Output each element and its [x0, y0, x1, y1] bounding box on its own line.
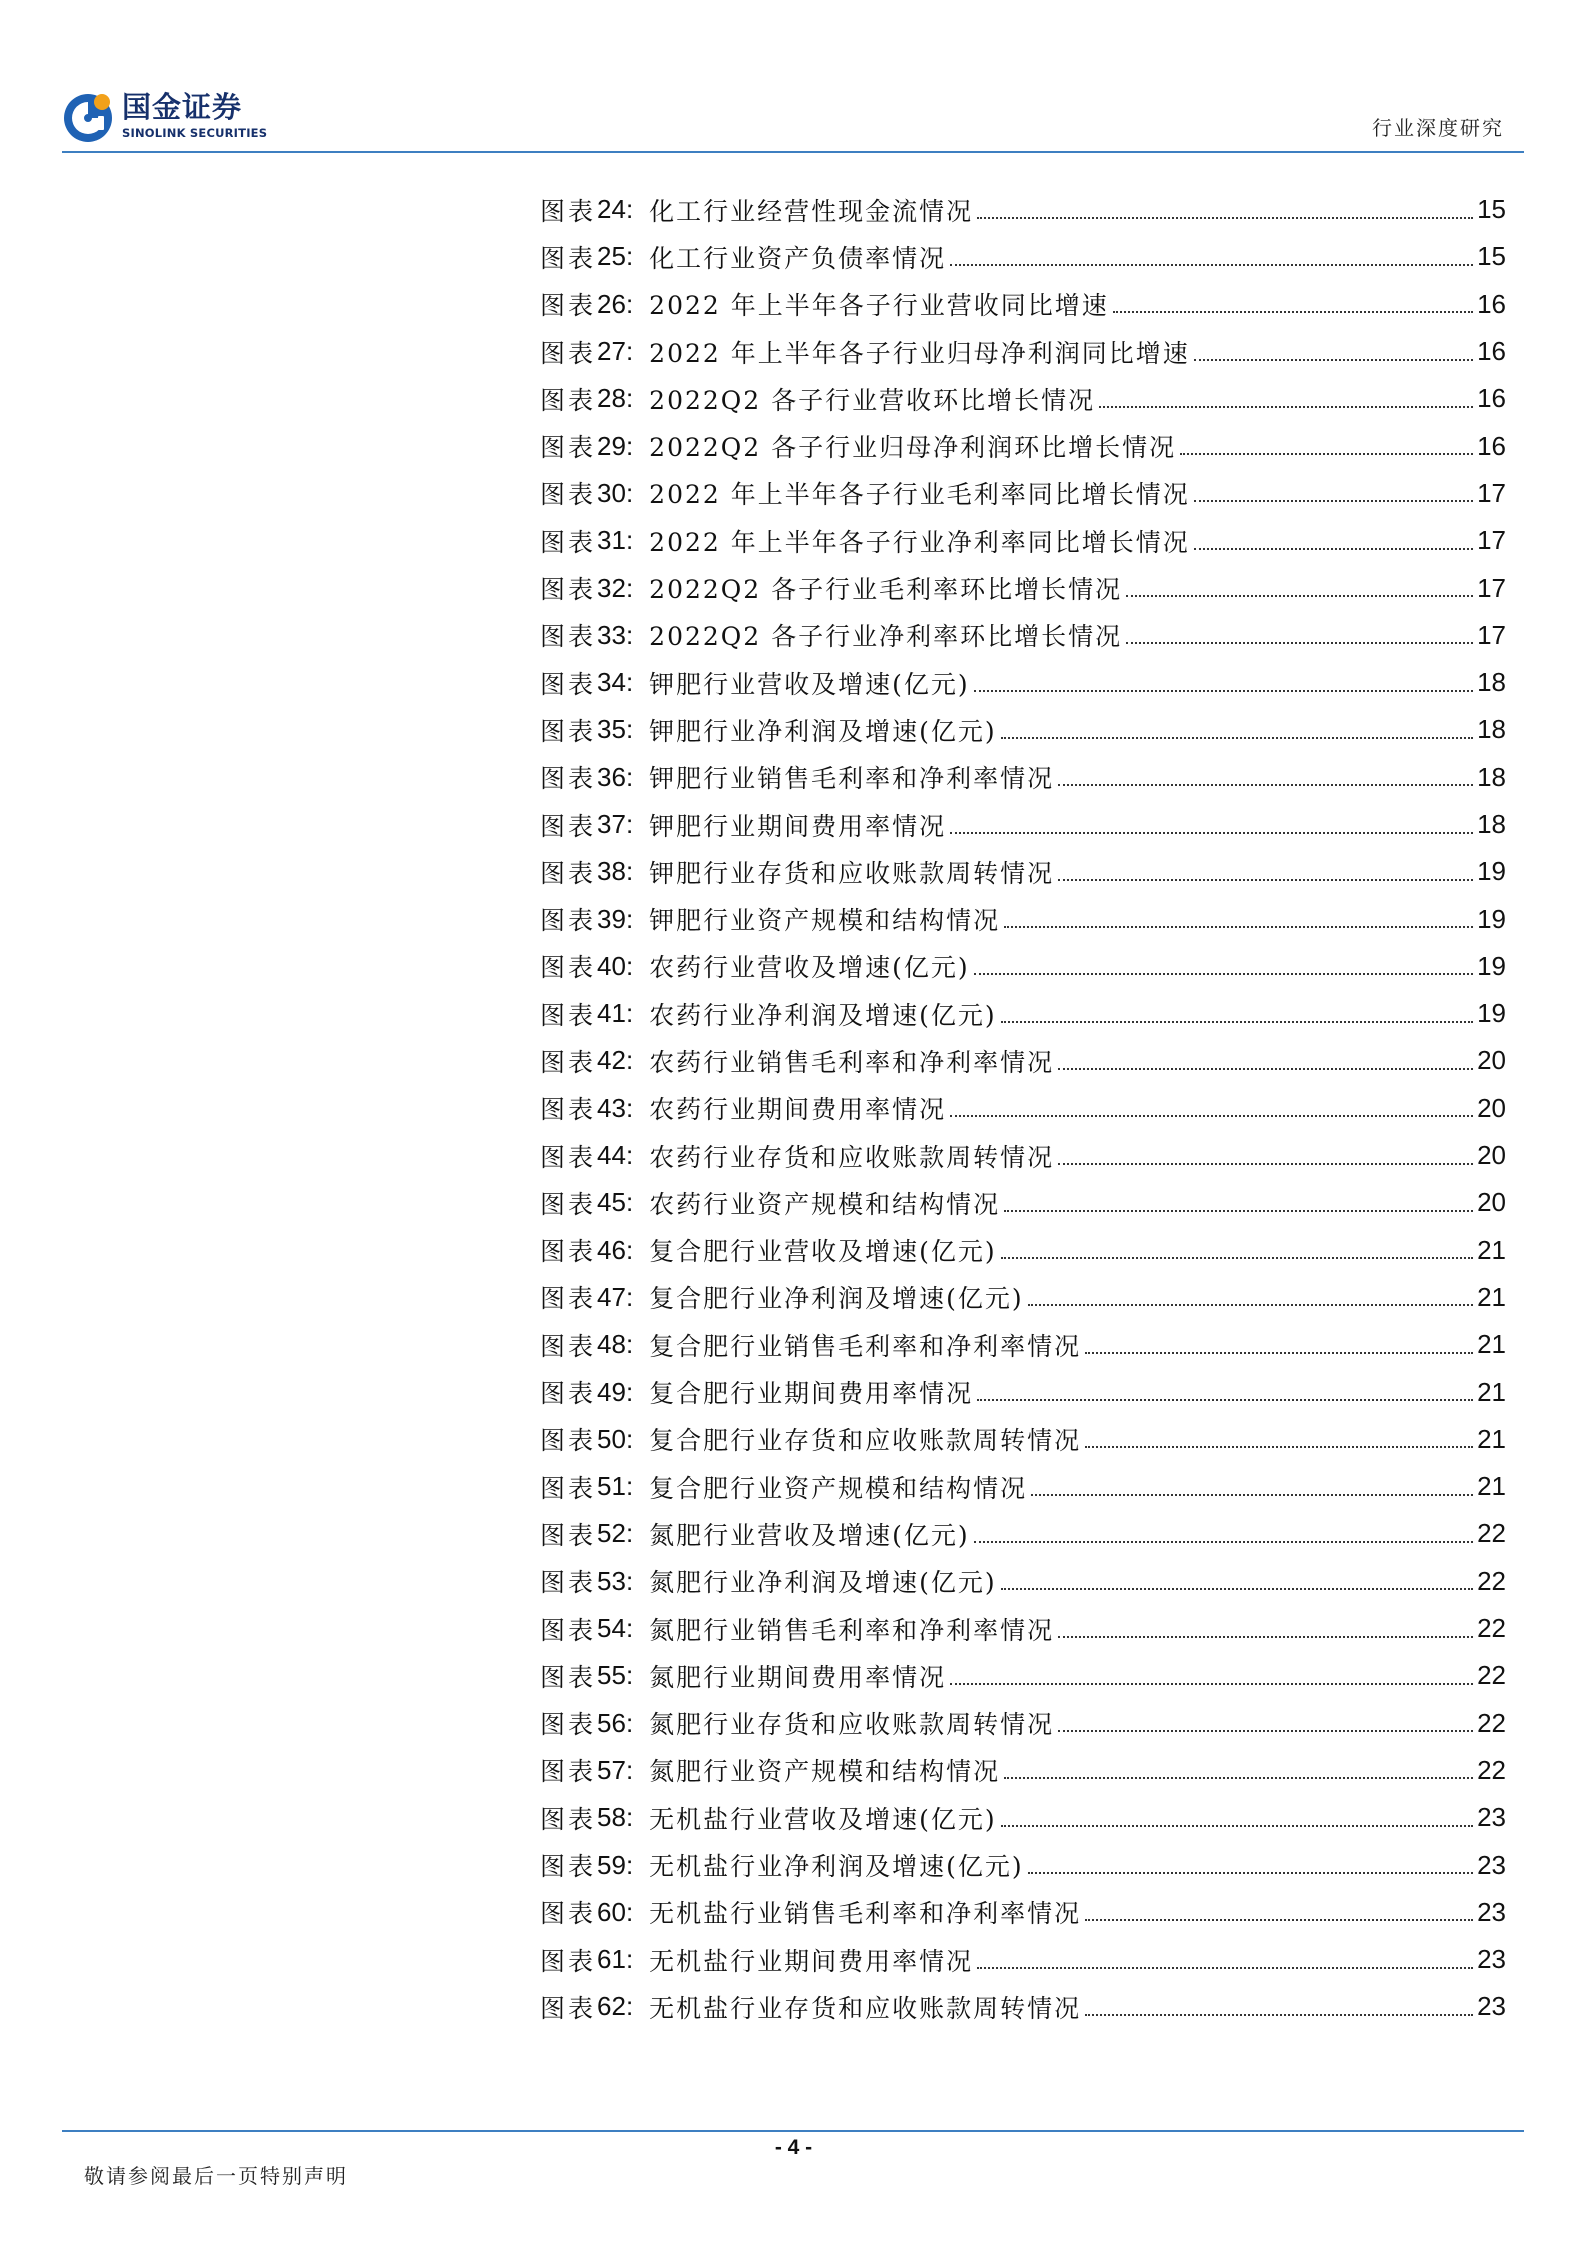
toc-entry-colon: :: [625, 1944, 634, 1975]
toc-entry-leader: [1126, 595, 1473, 597]
table-of-figures: [540, 186, 1506, 2031]
toc-entry-leader: [977, 1399, 1473, 1401]
toc-entry[interactable]: [540, 375, 1506, 422]
toc-entry-leader: [950, 264, 1473, 266]
toc-entry-number: 42: [597, 1045, 626, 1076]
toc-entry-prefix: 图表: [540, 575, 597, 605]
toc-entry-leader: [1001, 1825, 1473, 1827]
toc-entry-colon: :: [625, 1092, 634, 1123]
toc-entry-page: 22: [1477, 1518, 1506, 1549]
toc-entry[interactable]: [540, 422, 1506, 469]
toc-entry-number: 24: [597, 194, 626, 225]
logo-chinese-name: 国金证券: [122, 90, 243, 124]
toc-entry-title: 农药行业营收及增速(亿元): [649, 953, 970, 983]
toc-entry-leader: [1058, 1636, 1473, 1638]
toc-entry-prefix: 图表: [540, 385, 597, 415]
toc-entry-prefix: 图表: [540, 196, 597, 226]
toc-entry-number: 54: [597, 1613, 626, 1644]
toc-entry-colon: :: [625, 572, 634, 603]
toc-entry-colon: :: [625, 856, 634, 887]
toc-entry-title: 钾肥行业存货和应收账款周转情况: [649, 858, 1055, 888]
toc-entry-number: 38: [597, 856, 626, 887]
toc-entry-page: 22: [1477, 1613, 1506, 1644]
toc-entry-page: 22: [1477, 1707, 1506, 1738]
toc-entry-leader: [974, 973, 1473, 975]
toc-entry-title: 农药行业销售毛利率和净利率情况: [649, 1047, 1055, 1077]
toc-entry[interactable]: [540, 1841, 1506, 1888]
toc-entry-prefix: 图表: [540, 1047, 597, 1077]
toc-entry-title: 复合肥行业销售毛利率和净利率情况: [649, 1331, 1082, 1361]
toc-entry-title: 钾肥行业营收及增速(亿元): [649, 669, 970, 699]
toc-entry-page: 16: [1477, 430, 1506, 461]
toc-entry-page: 20: [1477, 1045, 1506, 1076]
toc-entry-title: 氮肥行业存货和应收账款周转情况: [649, 1710, 1055, 1740]
toc-entry-title: 农药行业资产规模和结构情况: [649, 1189, 1001, 1219]
toc-entry-page: 21: [1477, 1423, 1506, 1454]
toc-entry-colon: :: [625, 714, 634, 745]
toc-entry-title: 无机盐行业期间费用率情况: [649, 1946, 974, 1976]
toc-entry-prefix: 图表: [540, 291, 597, 321]
toc-entry-page: 18: [1477, 667, 1506, 698]
toc-entry-leader: [950, 1115, 1473, 1117]
toc-entry-title: 钾肥行业资产规模和结构情况: [649, 906, 1001, 936]
toc-entry-prefix: 图表: [540, 338, 597, 368]
toc-entry[interactable]: [540, 1321, 1506, 1368]
toc-entry-colon: :: [625, 619, 634, 650]
toc-entry-number: 59: [597, 1849, 626, 1880]
toc-entry[interactable]: [540, 1416, 1506, 1463]
toc-entry-prefix: 图表: [540, 1899, 597, 1929]
toc-entry-number: 45: [597, 1187, 626, 1218]
toc-entry-leader: [1058, 784, 1473, 786]
toc-entry-colon: :: [625, 1896, 634, 1927]
toc-entry-prefix: 图表: [540, 1946, 597, 1976]
toc-entry-leader: [1126, 642, 1473, 644]
toc-entry-prefix: 图表: [540, 1804, 597, 1834]
header-divider: [62, 151, 1524, 153]
toc-entry-prefix: 图表: [540, 906, 597, 936]
toc-entry[interactable]: [540, 186, 1506, 233]
toc-entry-prefix: 图表: [540, 716, 597, 746]
toc-entry-colon: :: [625, 1045, 634, 1076]
toc-entry-leader: [974, 690, 1473, 692]
toc-entry-title: 2022Q2 各子行业毛利率环比增长情况: [649, 575, 1123, 605]
toc-entry-colon: :: [625, 1234, 634, 1265]
toc-entry-title: 2022Q2 各子行业归母净利润环比增长情况: [649, 433, 1177, 463]
toc-entry-prefix: 图表: [540, 433, 597, 463]
toc-entry-colon: :: [625, 241, 634, 272]
toc-entry-title: 复合肥行业存货和应收账款周转情况: [649, 1426, 1082, 1456]
toc-entry-leader: [1001, 737, 1473, 739]
toc-entry-number: 25: [597, 241, 626, 272]
toc-entry-prefix: 图表: [540, 480, 597, 510]
toc-entry[interactable]: [540, 1179, 1506, 1226]
toc-entry-prefix: 图表: [540, 1568, 597, 1598]
footer-divider: [62, 2130, 1524, 2132]
toc-entry-leader: [1085, 2014, 1473, 2016]
toc-entry-prefix: 图表: [540, 1331, 597, 1361]
toc-entry-title: 农药行业净利润及增速(亿元): [649, 1000, 997, 1030]
toc-entry[interactable]: [540, 1037, 1506, 1084]
toc-entry-page: 22: [1477, 1660, 1506, 1691]
toc-entry[interactable]: [540, 612, 1506, 659]
toc-entry-colon: :: [625, 194, 634, 225]
toc-entry-title: 氮肥行业资产规模和结构情况: [649, 1757, 1001, 1787]
toc-entry-page: 16: [1477, 288, 1506, 319]
toc-entry-prefix: 图表: [540, 858, 597, 888]
toc-entry-prefix: 图表: [540, 764, 597, 794]
toc-entry-colon: :: [625, 1991, 634, 2022]
toc-entry-colon: :: [625, 1802, 634, 1833]
toc-entry-leader: [1194, 359, 1473, 361]
toc-entry[interactable]: [540, 659, 1506, 706]
toc-entry-leader: [1194, 548, 1473, 550]
toc-entry-number: 56: [597, 1707, 626, 1738]
toc-entry-colon: :: [625, 667, 634, 698]
toc-entry-number: 34: [597, 667, 626, 698]
toc-entry-number: 51: [597, 1471, 626, 1502]
toc-entry-number: 55: [597, 1660, 626, 1691]
toc-entry[interactable]: [540, 1605, 1506, 1652]
toc-entry-colon: :: [625, 1187, 634, 1218]
toc-entry-page: 17: [1477, 619, 1506, 650]
toc-entry[interactable]: [540, 848, 1506, 895]
toc-entry-prefix: 图表: [540, 1852, 597, 1882]
toc-entry-leader: [1028, 1304, 1473, 1306]
toc-entry[interactable]: [540, 1510, 1506, 1557]
toc-entry-title: 无机盐行业营收及增速(亿元): [649, 1804, 997, 1834]
toc-entry-page: 20: [1477, 1187, 1506, 1218]
toc-entry-page: 21: [1477, 1471, 1506, 1502]
toc-entry-page: 22: [1477, 1565, 1506, 1596]
toc-entry-leader: [1085, 1919, 1473, 1921]
toc-entry-page: 22: [1477, 1754, 1506, 1785]
toc-entry-title: 无机盐行业销售毛利率和净利率情况: [649, 1899, 1082, 1929]
toc-entry-prefix: 图表: [540, 1662, 597, 1692]
toc-entry-colon: :: [625, 1754, 634, 1785]
toc-entry-number: 48: [597, 1329, 626, 1360]
toc-entry-title: 化工行业资产负债率情况: [649, 243, 947, 273]
toc-entry-leader: [1058, 1068, 1473, 1070]
toc-entry-leader: [950, 1683, 1473, 1685]
toc-entry-number: 44: [597, 1140, 626, 1171]
toc-entry-number: 57: [597, 1754, 626, 1785]
toc-entry[interactable]: [540, 754, 1506, 801]
toc-entry-leader: [1058, 1730, 1473, 1732]
toc-entry-page: 17: [1477, 525, 1506, 556]
toc-entry-prefix: 图表: [540, 1615, 597, 1645]
toc-entry-page: 18: [1477, 809, 1506, 839]
toc-entry-number: 50: [597, 1423, 626, 1454]
toc-entry-colon: :: [625, 525, 634, 556]
toc-entry-number: 46: [597, 1234, 626, 1265]
toc-entry-page: 21: [1477, 1234, 1506, 1265]
toc-entry-title: 2022 年上半年各子行业营收同比增速: [649, 291, 1109, 321]
toc-entry-number: 29: [597, 430, 626, 461]
toc-entry-number: 37: [597, 809, 626, 839]
toc-entry-title: 无机盐行业净利润及增速(亿元): [649, 1852, 1024, 1882]
toc-entry-number: 58: [597, 1802, 626, 1833]
toc-entry-page: 17: [1477, 477, 1506, 508]
toc-entry[interactable]: [540, 1227, 1506, 1274]
toc-entry-prefix: 图表: [540, 1473, 597, 1503]
toc-entry-leader: [1001, 1021, 1473, 1023]
toc-entry[interactable]: [540, 1368, 1506, 1415]
toc-entry-colon: :: [625, 1471, 634, 1502]
toc-entry[interactable]: [540, 1936, 1506, 1983]
toc-entry-title: 钾肥行业销售毛利率和净利率情况: [649, 764, 1055, 794]
page-header: [62, 88, 1524, 152]
toc-entry-colon: :: [625, 477, 634, 508]
toc-entry[interactable]: [540, 1747, 1506, 1794]
toc-entry[interactable]: [540, 943, 1506, 990]
toc-entry-page: 15: [1477, 194, 1506, 225]
toc-entry-prefix: 图表: [540, 1379, 597, 1409]
toc-entry-leader: [1085, 1446, 1473, 1448]
toc-entry-prefix: 图表: [540, 1142, 597, 1172]
toc-entry[interactable]: [540, 281, 1506, 328]
toc-entry-page: 18: [1477, 761, 1506, 792]
toc-entry[interactable]: [540, 1983, 1506, 2030]
toc-entry-leader: [1004, 1777, 1473, 1779]
toc-entry[interactable]: [540, 895, 1506, 942]
toc-entry-number: 31: [597, 525, 626, 556]
toc-entry-leader: [950, 832, 1473, 834]
toc-entry-title: 钾肥行业净利润及增速(亿元): [649, 716, 997, 746]
toc-entry-prefix: 图表: [540, 1284, 597, 1314]
toc-entry-title: 氮肥行业期间费用率情况: [649, 1662, 947, 1692]
toc-entry-number: 36: [597, 761, 626, 792]
toc-entry-leader: [977, 1967, 1473, 1969]
toc-entry-prefix: 图表: [540, 622, 597, 652]
toc-entry-prefix: 图表: [540, 953, 597, 983]
toc-entry-leader: [1085, 1352, 1473, 1354]
toc-entry-leader: [1001, 1257, 1473, 1259]
toc-entry-leader: [1194, 500, 1473, 502]
toc-entry-number: 43: [597, 1092, 626, 1123]
toc-entry-number: 41: [597, 998, 626, 1029]
toc-entry-title: 2022Q2 各子行业净利率环比增长情况: [649, 622, 1123, 652]
toc-entry-prefix: 图表: [540, 1000, 597, 1030]
toc-entry-number: 60: [597, 1896, 626, 1927]
toc-entry-colon: :: [625, 903, 634, 934]
toc-entry-title: 农药行业期间费用率情况: [649, 1095, 947, 1125]
toc-entry-leader: [977, 217, 1473, 219]
toc-entry-colon: :: [625, 1329, 634, 1360]
sinolink-logo[interactable]: [62, 88, 292, 146]
toc-entry-page: 17: [1477, 572, 1506, 603]
toc-entry-title: 钾肥行业期间费用率情况: [649, 811, 947, 841]
toc-entry-colon: :: [625, 430, 634, 461]
toc-entry-colon: :: [625, 1565, 634, 1596]
toc-entry[interactable]: [540, 564, 1506, 611]
toc-entry-leader: [1028, 1872, 1473, 1874]
toc-entry-page: 20: [1477, 1092, 1506, 1123]
toc-entry-number: 62: [597, 1991, 626, 2022]
toc-entry[interactable]: [540, 470, 1506, 517]
toc-entry-prefix: 图表: [540, 1095, 597, 1125]
toc-entry-page: 23: [1477, 1802, 1506, 1833]
toc-entry-colon: :: [625, 1423, 634, 1454]
toc-entry-leader: [1058, 879, 1473, 881]
footer-disclaimer[interactable]: 敬请参阅最后一页特别声明: [84, 2164, 348, 2188]
toc-entry-page: 19: [1477, 998, 1506, 1029]
toc-entry-title: 复合肥行业净利润及增速(亿元): [649, 1284, 1024, 1314]
toc-entry-prefix: 图表: [540, 1993, 597, 2023]
toc-entry-prefix: 图表: [540, 1426, 597, 1456]
toc-entry-title: 2022 年上半年各子行业净利率同比增长情况: [649, 527, 1190, 557]
toc-entry-prefix: 图表: [540, 1757, 597, 1787]
toc-entry-colon: :: [625, 761, 634, 792]
page-number: - 4 -: [774, 2136, 813, 2159]
toc-entry[interactable]: [540, 1085, 1506, 1132]
toc-entry-prefix: 图表: [540, 1520, 597, 1550]
toc-entry-colon: :: [625, 1140, 634, 1171]
toc-entry-page: 16: [1477, 383, 1506, 414]
toc-entry-title: 复合肥行业期间费用率情况: [649, 1379, 974, 1409]
toc-entry-leader: [974, 1541, 1473, 1543]
toc-entry-prefix: 图表: [540, 1237, 597, 1267]
toc-entry-colon: :: [625, 809, 634, 839]
toc-entry-number: 26: [597, 288, 626, 319]
toc-entry-colon: :: [625, 1613, 634, 1644]
toc-entry[interactable]: [540, 1889, 1506, 1936]
toc-entry-colon: :: [625, 336, 634, 367]
toc-entry-page: 23: [1477, 1944, 1506, 1975]
toc-entry-page: 21: [1477, 1376, 1506, 1407]
toc-entry-leader: [1113, 311, 1473, 313]
toc-entry-page: 15: [1477, 241, 1506, 272]
toc-entry-title: 2022 年上半年各子行业归母净利润同比增速: [649, 338, 1190, 368]
toc-entry-title: 氮肥行业营收及增速(亿元): [649, 1520, 970, 1550]
toc-entry-number: 30: [597, 477, 626, 508]
toc-entry-leader: [1004, 1210, 1473, 1212]
toc-entry-prefix: 图表: [540, 1189, 597, 1219]
toc-entry[interactable]: [540, 1700, 1506, 1747]
toc-entry-title: 2022Q2 各子行业营收环比增长情况: [649, 385, 1096, 415]
toc-entry-page: 21: [1477, 1281, 1506, 1312]
toc-entry-prefix: 图表: [540, 243, 597, 273]
toc-entry[interactable]: [540, 1463, 1506, 1510]
toc-entry-number: 40: [597, 950, 626, 981]
toc-entry[interactable]: [540, 517, 1506, 564]
toc-entry-title: 氮肥行业净利润及增速(亿元): [649, 1568, 997, 1598]
toc-entry-colon: :: [625, 950, 634, 981]
toc-entry-page: 19: [1477, 950, 1506, 981]
toc-entry-colon: :: [625, 998, 634, 1029]
toc-entry[interactable]: [540, 328, 1506, 375]
toc-entry-colon: :: [625, 1660, 634, 1691]
toc-entry-number: 47: [597, 1281, 626, 1312]
toc-entry-leader: [1058, 1163, 1473, 1165]
toc-entry-number: 28: [597, 383, 626, 414]
toc-entry-number: 53: [597, 1565, 626, 1596]
toc-entry-leader: [1180, 453, 1473, 455]
toc-entry-colon: :: [625, 1707, 634, 1738]
toc-entry-leader: [1001, 1588, 1473, 1590]
toc-entry-title: 氮肥行业销售毛利率和净利率情况: [649, 1615, 1055, 1645]
toc-entry-number: 52: [597, 1518, 626, 1549]
toc-entry-page: 23: [1477, 1896, 1506, 1927]
toc-entry[interactable]: [540, 1652, 1506, 1699]
toc-entry-colon: :: [625, 1518, 634, 1549]
toc-entry-title: 复合肥行业资产规模和结构情况: [649, 1473, 1028, 1503]
toc-entry[interactable]: [540, 1794, 1506, 1841]
toc-entry-page: 21: [1477, 1329, 1506, 1360]
toc-entry[interactable]: [540, 1132, 1506, 1179]
toc-entry-prefix: 图表: [540, 527, 597, 557]
toc-entry-page: 19: [1477, 856, 1506, 887]
toc-entry[interactable]: [540, 1274, 1506, 1321]
toc-entry[interactable]: [540, 801, 1506, 848]
toc-entry-colon: :: [625, 383, 634, 414]
toc-entry-number: 39: [597, 903, 626, 934]
toc-entry-leader: [1004, 926, 1473, 928]
toc-entry-number: 35: [597, 714, 626, 745]
toc-entry-prefix: 图表: [540, 811, 597, 841]
toc-entry-leader: [1099, 406, 1473, 408]
toc-entry-colon: :: [625, 1376, 634, 1407]
toc-entry-number: 27: [597, 336, 626, 367]
toc-entry[interactable]: [540, 990, 1506, 1037]
toc-entry-title: 无机盐行业存货和应收账款周转情况: [649, 1993, 1082, 2023]
toc-entry[interactable]: [540, 706, 1506, 753]
toc-entry-colon: :: [625, 1849, 634, 1880]
toc-entry-page: 19: [1477, 903, 1506, 934]
toc-entry-page: 16: [1477, 336, 1506, 367]
toc-entry-number: 33: [597, 619, 626, 650]
toc-entry[interactable]: [540, 1558, 1506, 1605]
toc-entry-number: 61: [597, 1944, 626, 1975]
toc-entry-page: 20: [1477, 1140, 1506, 1171]
toc-entry-title: 2022 年上半年各子行业毛利率同比增长情况: [649, 480, 1190, 510]
logo-english-name: SINOLINK SECURITIES: [122, 126, 268, 140]
toc-entry-title: 化工行业经营性现金流情况: [649, 196, 974, 226]
toc-entry-page: 23: [1477, 1849, 1506, 1880]
toc-entry-colon: :: [625, 1281, 634, 1312]
toc-entry-number: 32: [597, 572, 626, 603]
toc-entry-colon: :: [625, 288, 634, 319]
report-type: 行业深度研究: [1372, 116, 1504, 140]
toc-entry-prefix: 图表: [540, 669, 597, 699]
toc-entry-page: 18: [1477, 714, 1506, 745]
toc-entry-prefix: 图表: [540, 1710, 597, 1740]
toc-entry-page: 23: [1477, 1991, 1506, 2022]
toc-entry[interactable]: [540, 233, 1506, 280]
sinolink-logo-icon: [62, 92, 114, 144]
toc-entry-leader: [1031, 1494, 1473, 1496]
toc-entry-number: 49: [597, 1376, 626, 1407]
toc-entry-title: 复合肥行业营收及增速(亿元): [649, 1237, 997, 1267]
toc-entry-title: 农药行业存货和应收账款周转情况: [649, 1142, 1055, 1172]
